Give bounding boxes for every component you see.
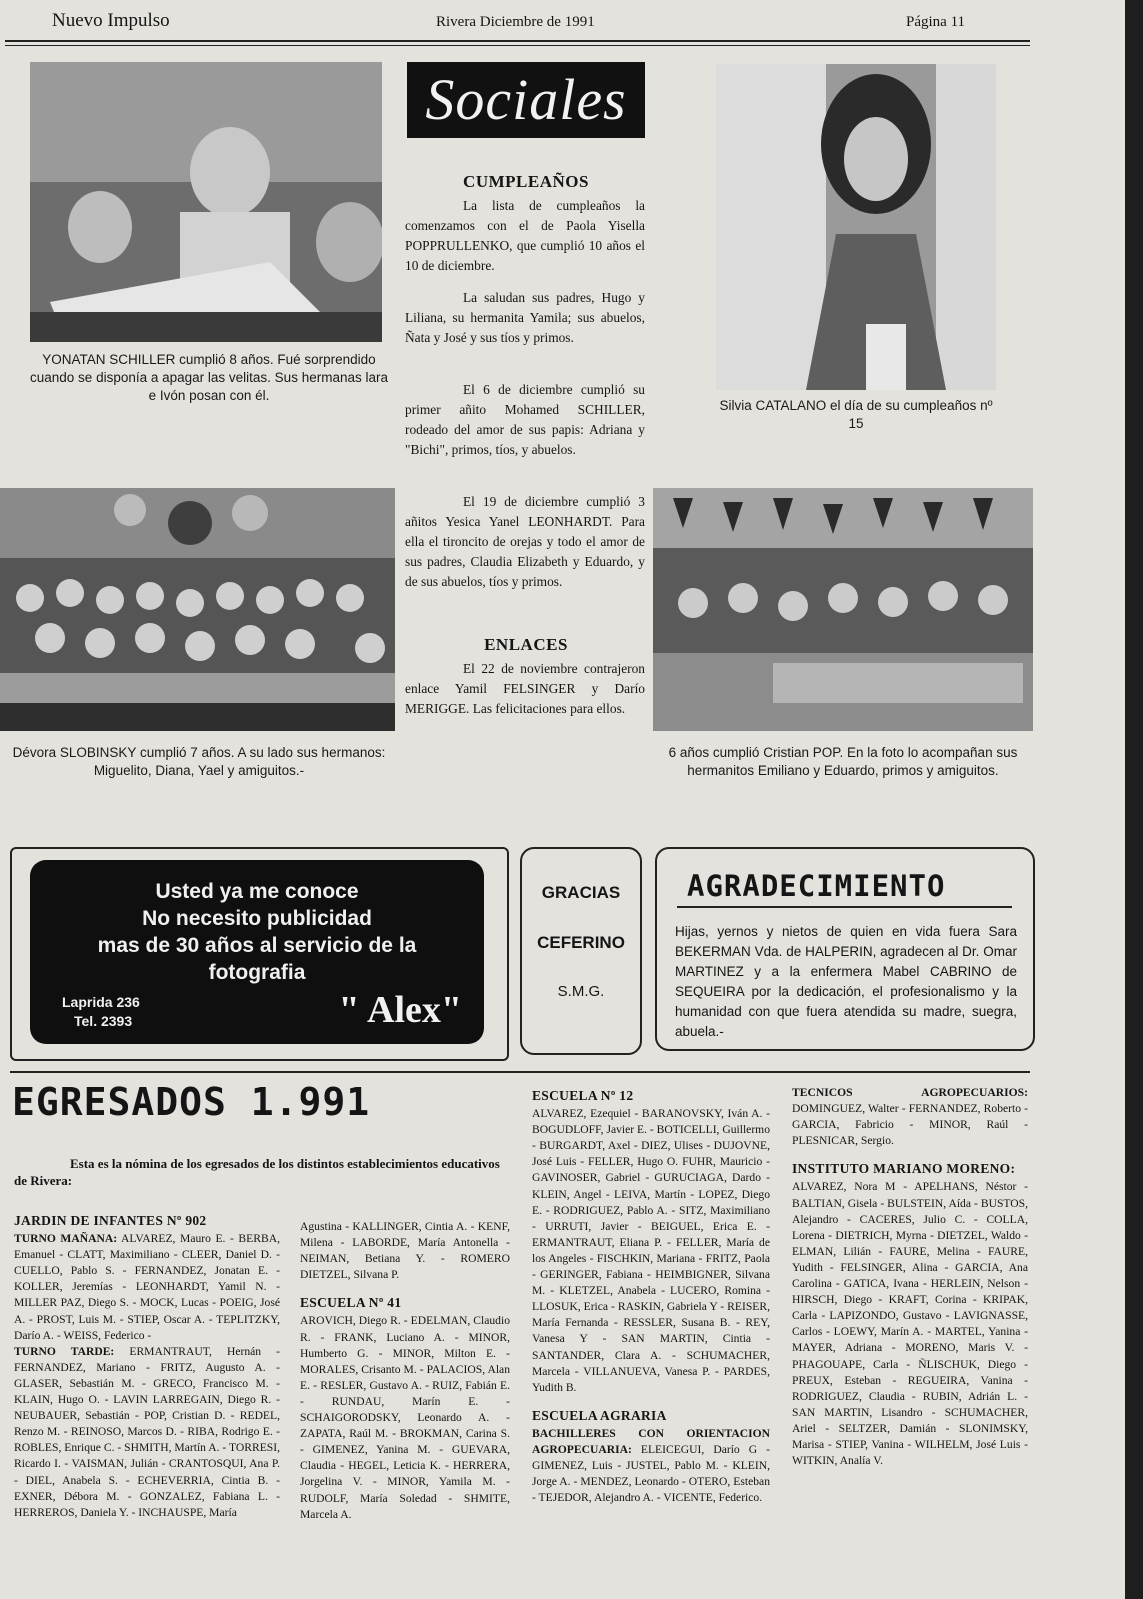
dateline: Rivera Diciembre de 1991 — [436, 14, 595, 30]
photo-silvia-catalano — [716, 64, 996, 390]
egresados-column-2 — [300, 1219, 510, 1523]
escuela-12-list: ALVAREZ, Ezequiel - BARANOVSKY, Iván A. - BOGUDLOFF, Javier E. - BOTICELLI, Guillermo - BURGARDT, Axel - DIEZ, Ulises - DUJOVNE, José Luis - FELLER, Hugo O. FUHR, Mauricio - GAVINOSER, Gabriel - GURUCIAGA, Dardo - KLEIN, Angel - LEIVA, Martín - LOPEZ, Diego E. - RODRIGUEZ, Pablo A. - SITZ, Maximiliano - URRUTI, Javier - BEIGUEL, Erica E. - ERMANTRAUT, Eliana P. - FELLER, María de los Angeles - FISCHKIN, Mariana - FRITZ, Paola - GERINGER, Fabiana - HEIMBIGNER, Silvana M. - KLETZEL, Anabela - LUCERO, Romina - LLOSUK, Erica - RASKIN, Gabriela Y - REISER, María Fernanda - RESSLER, Susana B. - REY, Vanesa Y - SAN MARTIN, Cintia - SANTANDER, Clara A. - SCHUMACHER, Marcela - VILLANUEVA, Vanesa P. - PARDES, Yudith B. — [532, 1107, 770, 1394]
agradecimiento-box — [655, 847, 1035, 1051]
agradecimiento-text: Hijas, yernos y nietos de quien en vida fuera Sara BEKERMAN Vda. de HALPERIN, agradecen al Dr. Omar MARTINEZ y a la enfermera Mabel CABRINO de SEQUEIRA por la dedicación, el profesionalismo y la humanidad con que fuera atendida su madre, suegra, abuela.- — [675, 924, 1017, 1039]
names: ALVAREZ, Mauro E. - BERBA, Emanuel - CLATT, Maximiliano - CLEER, Daniel D. - CUELLO, Pablo S. - FERNANDEZ, Jonatan E. - KOLLER, Jeremías - LEONHARDT, Yamil N. - MILLER PAZ, Diego S. - MOCK, Lucas - POEIG, José A. - PROST, Luis M. - STIEP, Oscar A. - TEPLITZKY, Darío A. - WEISS, Federico - — [14, 1232, 280, 1342]
cumpleanos-text — [405, 196, 645, 604]
agradecimiento-title: AGRADECIMIENTO — [687, 869, 946, 903]
enlaces-paragraph: El 22 de noviembre contrajeron enlace Yamil FELSINGER y Darío MERIGGE. Las felicitaciones para ellos. — [405, 661, 645, 716]
names: DOMINGUEZ, Walter - FERNANDEZ, Roberto - GARCIA, Fabricio - MINOR, Raúl - PLESNICAR, Sergio. — [792, 1102, 1028, 1148]
ad-phone: Tel. 2393 — [74, 1013, 133, 1029]
paper-name: Nuevo Impulso — [52, 10, 170, 31]
photo-devora-birthday — [0, 488, 395, 731]
jardin-continued: Agustina - KALLINGER, Cintia A. - KENF, Milena - LABORDE, María Antonella - NEIMAN, Betiana Y. - ROMERO DIETZEL, Silvana P. — [300, 1220, 510, 1282]
turno-label: TURNO TARDE: — [14, 1344, 115, 1358]
caption-cristian: 6 años cumplió Cristian POP. En la foto lo acompañan sus hermanitos Emiliano y Eduardo, primos y amiguitos. — [668, 745, 1018, 778]
gracias-ceferino-box — [520, 847, 642, 1055]
cumpleanos-paragraph: La saludan sus padres, Hugo y Liliana, su hermanita Yamila; sus abuelos, Ñata y José y sus tíos y primos. — [405, 290, 645, 345]
section-rule — [10, 1071, 1030, 1073]
ad-brand: " Alex" — [338, 989, 462, 1031]
tecnicos-label: TECNICOS AGROPECUARIOS: — [792, 1086, 1028, 1099]
names: ELEICEGUI, Darío G - GIMENEZ, Luis - JUSTEL, Pablo M. - KLEIN, Jorge A. - MENDEZ, Leonardo - OTERO, Esteban - TEJEDOR, Alejandro A. - VICENTE, Federico. — [532, 1442, 770, 1505]
ad-line: mas de 30 años al servicio de la — [97, 934, 417, 957]
ad-line: Usted ya me conoce — [155, 880, 359, 903]
turno-manana-list — [14, 1231, 280, 1344]
escuela-41-heading: ESCUELA Nº 41 — [300, 1295, 402, 1311]
egresados-column-1 — [14, 1213, 280, 1521]
cumpleanos-paragraph: El 6 de diciembre cumplió su primer añito Mohamed SCHILLER, rodeado del amor de sus papis: Adriana y "Bichi", primos, tíos, y abuelos. — [405, 382, 645, 457]
turno-tarde-list — [14, 1344, 280, 1521]
jardin-heading: JARDIN DE INFANTES Nº 902 — [14, 1213, 207, 1228]
agraria-sub: BACHILLERES CON ORIENTACION AGROPECUARIA: — [532, 1426, 770, 1456]
enlaces-text — [405, 659, 645, 731]
escuela-12-heading: ESCUELA Nº 12 — [532, 1088, 634, 1103]
egresados-column-3 — [532, 1088, 770, 1506]
egresados-intro: Esta es la nómina de los egresados de los distintos establecimientos educativos de Rivera: — [14, 1156, 500, 1188]
egresados-title: EGRESADOS 1.991 — [12, 1080, 371, 1124]
caption-yonatan: YONATAN SCHILLER cumplió 8 años. Fué sorprendido cuando se disponía a apagar las velitas. Sus hermanas lara e Ivón posan con él. — [30, 352, 388, 403]
cumpleanos-heading: CUMPLEAÑOS — [463, 172, 589, 191]
header-rule — [5, 45, 1030, 46]
gracias-line: CEFERINO — [537, 933, 625, 952]
ad-alex — [30, 860, 484, 1044]
cumpleanos-paragraph: La lista de cumpleaños la comenzamos con el de Paola Yisella POPPRULLENKO, que cumplió 10 años el 10 de diciembre. — [405, 198, 645, 273]
page-number: Página 11 — [906, 14, 966, 30]
photo-cristian-birthday — [653, 488, 1033, 731]
ad-address: Laprida 236 — [62, 994, 140, 1010]
moreno-heading: INSTITUTO MARIANO MORENO: — [792, 1161, 1016, 1177]
agraria-list — [532, 1426, 770, 1506]
escuela-41-list: AROVICH, Diego R. - EDELMAN, Claudio R. - FRANK, Luciano A. - MINOR, Humberto G. - MINOR, Milton E. - MORALES, Crisanto M. - PALACIOS, Alan E. - RESLER, Gustavo A. - RUIZ, Fabián E. - RUNDAU, Marín E. - SCHAIGORODSKY, Leonardo A. - ZAPATA, Raúl M. - BROKMAN, Carina S. - GIMENEZ, Yanina M. - GUEVARA, Claudia - HEGEL, Leticia K. - HERRERA, Jorgelina V. - MINOR, Yamila M. - RUDOLF, María Soledad - SHMITE, Marcela A. — [300, 1314, 510, 1521]
agradecimiento-rule — [677, 906, 1012, 908]
photo-yonatan-birthday — [30, 62, 382, 342]
tecnicos-list — [792, 1085, 1028, 1149]
egresados-column-4 — [792, 1085, 1028, 1469]
gracias-line: S.M.G. — [557, 983, 605, 1000]
gracias-line: GRACIAS — [541, 883, 621, 902]
ad-line: No necesito publicidad — [142, 907, 372, 930]
enlaces-heading: ENLACES — [484, 635, 568, 654]
caption-silvia: Silvia CATALANO el día de su cumpleaños nº 15 — [719, 398, 993, 431]
ad-line: fotografia — [208, 961, 306, 984]
section-title-sociales: Sociales — [407, 62, 645, 138]
caption-devora: Dévora SLOBINSKY cumplió 7 años. A su lado sus hermanos: Miguelito, Diana, Yael y amiguitos.- — [12, 745, 386, 778]
names: ERMANTRAUT, Hernán - FERNANDEZ, Mariano - FRITZ, Augusto A. - GLASER, Sebastián M. - GRECO, Francisco M. - KLAIN, Hugo O. - LAVIN LARREGAIN, Diego R. - NEUBAUER, Sebastián - POP, Cristian D. - REDEL, Renzo M. - REINOSO, Marcos D. - RIBA, Rodrigo E. - ROBLES, Enrique C. - SHMITH, Martín A. - TORRESI, Ricardo I. - VAISMAN, Julián - CRANTOSQUI, Ana P. - DIEL, Anabela S. - ECHEVERRIA, Cintia B. - EXNER, Débora M. - GONZALEZ, Fabiana L. - HERREROS, Daniela Y. - INCHAUSPE, María — [14, 1344, 280, 1519]
agraria-heading: ESCUELA AGRARIA — [532, 1407, 667, 1423]
turno-label: TURNO MAÑANA: — [14, 1232, 118, 1246]
moreno-list: ALVAREZ, Nora M - APELHANS, Néstor - BALTIAN, Gisela - BULSTEIN, Aída - BUSTOS, Alejandro - CACERES, Julio C. - COLLA, Lorena - DIETRICH, Myrna - DIETZEL, Waldo - ELMAN, Lilián - FAURE, Melina - FAURE, Yudith - FELSINGER, Alina - GARCIA, Ana Carolina - GATICA, Ivana - HERLEIN, Nelson - HIRSCH, Diego - KRAFT, Corina - KRIPAK, Carla - LAPIZONDO, Gustavo - LAVIGNASSE, Carlos - LOEWY, Marín A. - MARTEL, Yanina - MAYER, Adriana - MORENO, Maris V. - PHAGOUAPE, Carla - ÑLISCHUK, Diego - PREUX, Esteban - REGUEIRA, Vanina - RODRIGUEZ, Claudia - RUBIN, Adrián L. - SAN MARTIN, Lisandro - SCHUMACHER, Ariel - SELTZER, Damián - SLONIMSKY, Marisa - STIEP, Vanina - WILHELM, José Luis - WITKIN, Analía V. — [792, 1180, 1028, 1468]
cumpleanos-paragraph: El 19 de diciembre cumplió 3 añitos Yesica Yanel LEONHARDT. Para ella el tironcito de orejas y todo el amor de sus padres, Claudia Elizabeth y Eduardo, y de sus abuelos, tíos y primos. — [405, 494, 645, 589]
header-rule — [5, 40, 1030, 42]
